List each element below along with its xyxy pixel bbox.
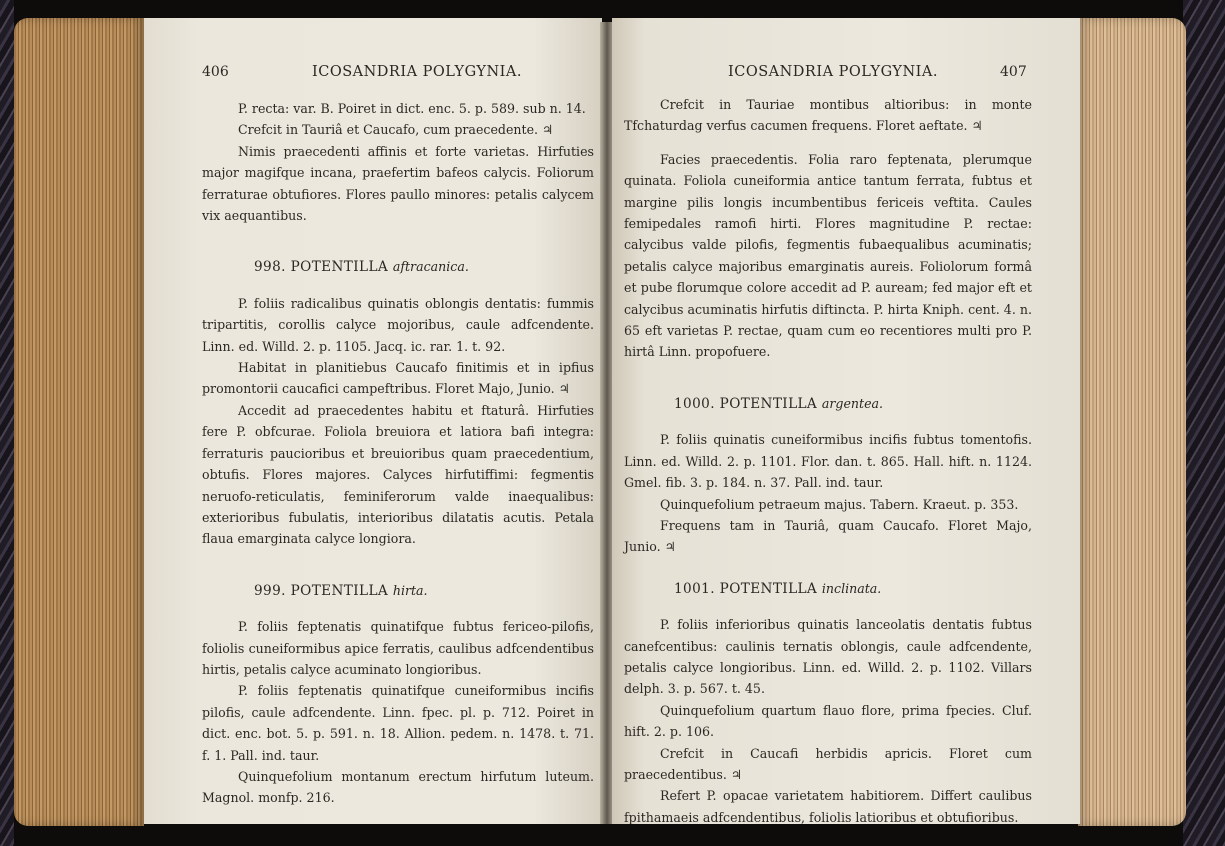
paragraph: Quinquefolium petraeum majus. Tabern. Kraeut. p. 353.	[660, 496, 1019, 512]
paragraph: Quinquefolium quartum flauo flore, prima fpecies. Cluf. hift. 2. p. 106.	[624, 702, 1032, 740]
right-page-text	[624, 94, 1032, 824]
paragraph: P. foliis feptenatis quinatifque fubtus fericeo-pilofis, foliolis cuneiformibus apice ferratis, caulibus adfcendentibus hirtis, petalis calyce acuminato longioribus.	[202, 619, 594, 677]
left-page-text	[202, 98, 594, 809]
species-heading-998: 998. POTENTILLA aftracanica.	[254, 259, 469, 276]
page-edges-right	[1078, 18, 1186, 826]
running-header-left: ICOSANDRIA POLYGYNIA.	[312, 64, 522, 80]
paragraph: Crefcit in Tauriâ et Caucafo, cum praecedente. ♃	[238, 122, 554, 138]
paragraph: P. foliis quinatis cuneiformibus incifis fubtus tomentofis. Linn. ed. Willd. 2. p. 1101. Flor. dan. t. 865. Hall. hift. n. 1124. Gmel. fib. 3. p. 184. n. 37. Pall. ind. taur.	[624, 432, 1032, 491]
paragraph: Refert P. opacae varietatem habitiorem. Differt caulibus fpithamaeis adfcendentibus, foliolis latioribus et obtufioribus.	[624, 788, 1032, 824]
paragraph: Quinquefolium montanum erectum hirfutum luteum. Magnol. monfp. 216.	[202, 768, 594, 806]
right-page	[612, 18, 1080, 824]
species-heading-1001: 1001. POTENTILLA inclinata.	[674, 580, 882, 597]
cover-marble-left	[0, 0, 14, 846]
paragraph: Accedit ad praecedentes habitu et ftaturâ. Hirfuties fere P. obfcurae. Foliola breuiora et latiora bafi integra: ferraturis paucioribus et breuioribus quam praecedentium, obtufis. Flores majores. Calyces hirfutiffimi: fegmentis neruofo-reticulatis, feminiferorum valde inaequalibus: exterioribus fubulatis, interioribus dilatatis acutis. Petala flaua emarginata calyce longiora.	[202, 402, 594, 547]
species-heading-999: 999. POTENTILLA hirta.	[254, 582, 428, 599]
page-edges-left	[14, 18, 144, 826]
paragraph: Crefcit in Tauriae montibus altioribus: in monte Tfchaturdag verfus cacumen frequens. Floret aeftate. ♃	[624, 97, 1032, 134]
left-page	[144, 18, 602, 824]
paragraph: P. foliis inferioribus quinatis lanceolatis dentatis fubtus canefcentibus: caulinis ternatis oblongis, caule adfcendente, petalis calyce longioribus. Linn. ed. Willd. 2. p. 1102. Villars delph. 3. p. 567. t. 45.	[624, 617, 1032, 697]
paragraph: Nimis praecedenti affinis et forte varietas. Hirfuties major magifque incana, praefertim bafeos calycis. Foliorum ferraturae obtufiores. Flores paullo minores: petalis calycem vix aequantibus.	[202, 143, 594, 224]
page-number-right: 407	[1000, 64, 1027, 80]
page-number-left: 406	[202, 64, 229, 80]
cover-marble-right	[1183, 0, 1225, 846]
running-header-right: ICOSANDRIA POLYGYNIA.	[728, 64, 938, 80]
paragraph: Crefcit in Caucafi herbidis apricis. Floret cum praecedentibus. ♃	[624, 745, 1032, 782]
paragraph: Habitat in planitiebus Caucafo finitimis et in ipfius promontorii caucafici campeftribus. Floret Majo, Junio. ♃	[202, 360, 594, 397]
paragraph: Frequens tam in Tauriâ, quam Caucafo. Floret Majo, Junio. ♃	[624, 517, 1032, 555]
paragraph: P. foliis feptenatis quinatifque cuneiformibus incifis pilofis, caule adfcendente. Linn. fpec. pl. p. 712. Poiret in dict. enc. bot. 5. p. 591. n. 18. Allion. pedem. n. 1478. t. 71. f. 1. Pall. ind. taur.	[202, 683, 594, 763]
species-heading-1000: 1000. POTENTILLA argentea.	[674, 395, 884, 412]
paragraph: P. recta: var. B. Poiret in dict. enc. 5. p. 589. sub n. 14.	[238, 101, 586, 116]
paragraph: P. foliis radicalibus quinatis oblongis dentatis: fummis tripartitis, corollis calyce mojoribus, caule adfcendente. Linn. ed. Willd. 2. p. 1105. Jacq. ic. rar. 1. t. 92.	[202, 295, 594, 354]
paragraph: Facies praecedentis. Folia raro feptenata, plerumque quinata. Foliola cuneiformia antice tantum ferrata, fubtus et margine pilis longis incumbentibus fericeis veftita. Caules femipedales ramofi hirti. Flores magnitudine P. rectae: calycibus valde pilofis, fegmentis fubaequalibus acuminatis; petalis calyce majoribus emarginatis aureis. Foliolorum formâ et pube florumque colore accedit ad P. auream; fed major eft et calycibus acuminatis hirfutis diftincta. P. hirta Kniph. cent. 4. n. 65 eft varietas P. rectae, quam cum eo recentiores multi pro P. hirtâ Linn. propofuere.	[624, 151, 1032, 360]
